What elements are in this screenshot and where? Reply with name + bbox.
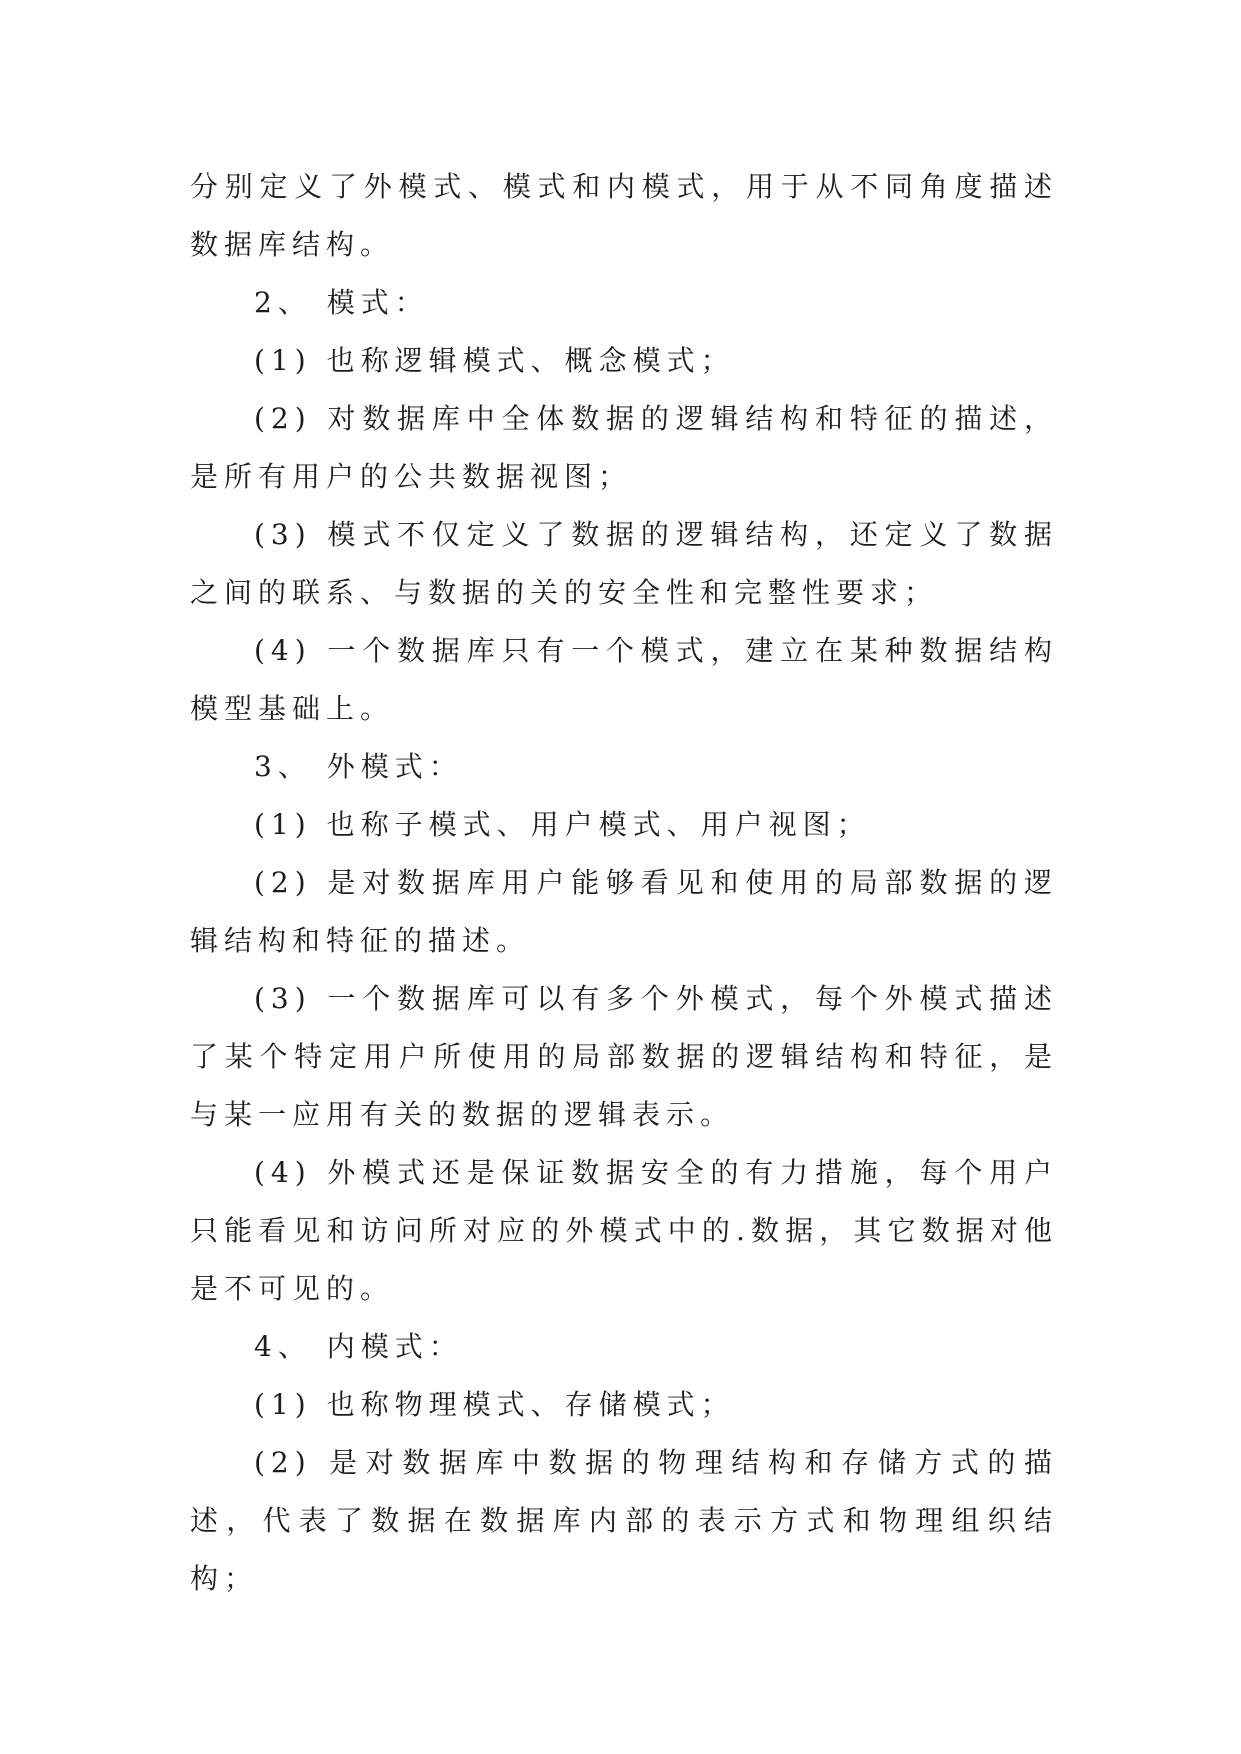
body-text [190,158,1058,1608]
paragraph-schema-3: (3) 模式不仅定义了数据的逻辑结构，还定义了数据之间的联系、与数据的关的安全性和完整性要求； [190,518,1058,609]
paragraph-schema-4: (4) 一个数据库只有一个模式，建立在某种数据结构模型基础上。 [190,634,1058,725]
paragraph-intro: 分别定义了外模式、模式和内模式，用于从不同角度描述数据库结构。 [190,170,1058,261]
paragraph-external-1: (1) 也称子模式、用户模式、用户视图； [254,808,871,841]
paragraph-external-4: (4) 外模式还是保证数据安全的有力措施，每个用户只能看见和访问所对应的外模式中的.数据，其它数据对他是不可见的。 [190,1156,1058,1305]
heading-external-schema: 3、 外模式： [254,750,463,783]
paragraph-external-3: (3) 一个数据库可以有多个外模式，每个外模式描述了某个特定用户所使用的局部数据的逻辑结构和特征，是与某一应用有关的数据的逻辑表示。 [190,982,1058,1131]
paragraph-external-2: (2) 是对数据库用户能够看见和使用的局部数据的逻辑结构和特征的描述。 [190,866,1058,957]
heading-internal-schema: 4、 内模式： [254,1330,463,1363]
paragraph-internal-1: (1) 也称物理模式、存储模式； [254,1388,735,1421]
heading-schema: 2、 模式： [254,286,429,319]
paragraph-schema-1: (1) 也称逻辑模式、概念模式； [254,344,735,377]
paragraph-schema-2: (2) 对数据库中全体数据的逻辑结构和特征的描述，是所有用户的公共数据视图； [190,402,1058,493]
paragraph-internal-2: (2) 是对数据库中数据的物理结构和存储方式的描述，代表了数据在数据库内部的表示方式和物理组织结构； [190,1446,1058,1595]
